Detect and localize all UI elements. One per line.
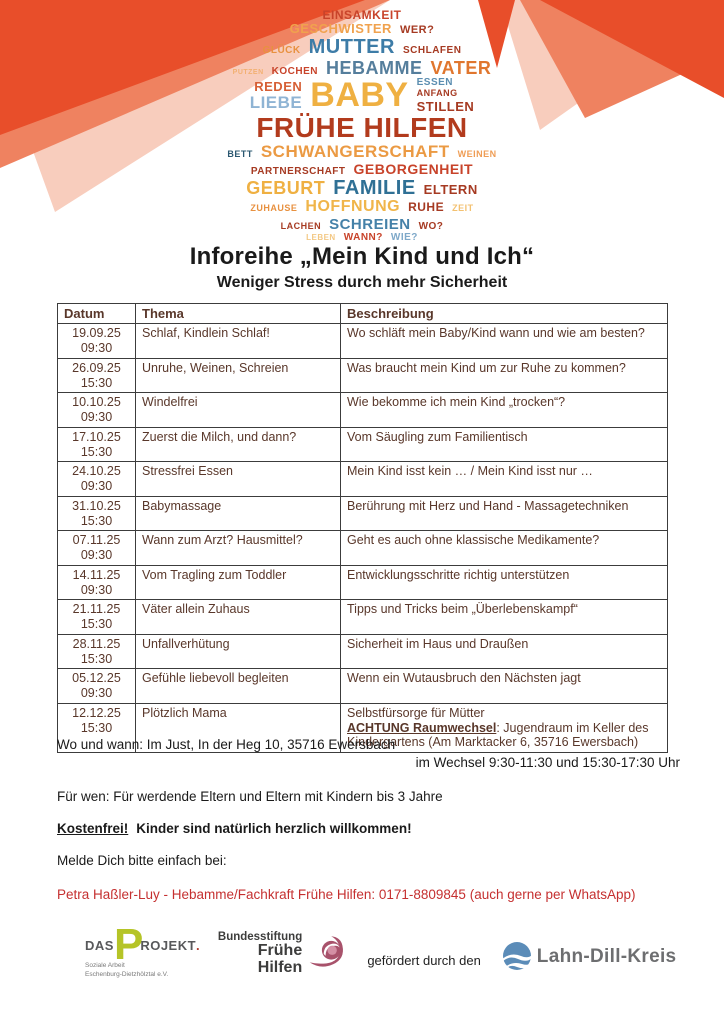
cell-description: Mein Kind isst kein … / Mein Kind isst nur … — [341, 462, 668, 497]
cloud-word-stack — [250, 80, 303, 112]
cloud-word: FRÜHE HILFEN — [256, 111, 468, 143]
cloud-word: RUHE — [408, 200, 445, 215]
schedule-table-body — [58, 324, 668, 753]
cloud-word: GLÜCK — [262, 45, 301, 57]
cloud-word: SCHLAFEN — [402, 45, 462, 57]
cloud-word: WANN? — [343, 231, 383, 243]
free-rest: Kinder sind natürlich herzlich willkommen! — [136, 821, 412, 836]
date-value: 17.10.25 — [72, 429, 121, 444]
page-subtitle: Weniger Stress durch mehr Sicherheit — [216, 274, 508, 291]
cell-date — [58, 531, 136, 566]
time-value: 15:30 — [80, 375, 113, 390]
time-value: 15:30 — [80, 720, 113, 735]
time-value: 09:30 — [80, 341, 113, 356]
cell-date — [58, 600, 136, 635]
description-highlight: ACHTUNG Raumwechsel — [347, 720, 497, 735]
cell-topic: Wann zum Arzt? Hausmittel? — [136, 531, 341, 566]
cloud-line — [142, 111, 582, 143]
time-value: 09:30 — [80, 582, 113, 597]
cell-topic: Stressfrei Essen — [136, 462, 341, 497]
cloud-word: MUTTER — [308, 36, 395, 59]
time-value: 15:30 — [80, 444, 113, 459]
cell-topic: Babymassage — [136, 496, 341, 531]
das-projekt-dot: . — [196, 937, 200, 953]
cloud-word: LEBEN — [306, 232, 336, 242]
cloud-line — [142, 9, 582, 21]
cloud-word: PUTZEN — [232, 68, 264, 76]
table-row — [58, 531, 668, 566]
cloud-word: ESSEN — [416, 77, 454, 89]
cloud-word: EINSAMKEIT — [322, 8, 402, 22]
cell-topic: Plötzlich Mama — [136, 703, 341, 752]
bundesstiftung-line2: Frühe Hilfen — [257, 942, 303, 976]
column-header-datum: Datum — [58, 304, 136, 324]
table-row — [58, 496, 668, 531]
cell-description: Wie bekomme ich mein Kind „trocken“? — [341, 393, 668, 428]
audience-line: Für wen: Für werdende Eltern und Eltern mit Kindern bis 3 Jahre — [57, 789, 443, 804]
cell-description: Vom Säugling zum Familientisch — [341, 427, 668, 462]
date-value: 07.11.25 — [72, 533, 121, 548]
cloud-line — [142, 78, 582, 113]
cloud-word: STILLEN — [416, 98, 475, 114]
schedule-table — [57, 303, 668, 753]
cell-topic: Windelfrei — [136, 393, 341, 428]
cell-topic: Unfallverhütung — [136, 634, 341, 669]
cloud-word: WO? — [418, 220, 444, 232]
cloud-line — [142, 22, 582, 36]
date-value: 21.11.25 — [72, 602, 121, 617]
das-projekt-logo — [85, 920, 200, 980]
cell-description: Was braucht mein Kind um zur Ruhe zu kommen? — [341, 358, 668, 393]
time-value: 09:30 — [80, 410, 113, 425]
date-value: 24.10.25 — [72, 464, 121, 479]
table-row — [58, 358, 668, 393]
cloud-word: PARTNERSCHAFT — [250, 165, 346, 177]
cell-description: Sicherheit im Haus und Draußen — [341, 634, 668, 669]
time-value: 09:30 — [80, 686, 113, 701]
cell-description: Wo schläft mein Baby/Kind wann und wie am besten? — [341, 324, 668, 359]
cloud-word: HEBAMME — [326, 57, 423, 78]
cloud-word: ZUHAUSE — [250, 203, 298, 214]
cloud-line — [142, 178, 582, 198]
cell-topic: Vom Tragling zum Toddler — [136, 565, 341, 600]
cloud-word: GEBORGENHEIT — [353, 160, 474, 177]
cloud-word: WEINEN — [457, 149, 497, 160]
cloud-word: WIE? — [390, 231, 418, 243]
cloud-word: BABY — [310, 76, 409, 115]
cloud-line — [142, 217, 582, 232]
table-row — [58, 634, 668, 669]
schedule-table-wrap — [57, 303, 668, 753]
cloud-word: HOFFNUNG — [305, 198, 401, 216]
description-rest: : Jugendraum im Keller des Kindergartens (Am Marktacker 6, 35716 Ewersbach) — [347, 720, 649, 750]
date-value: 05.12.25 — [72, 671, 121, 686]
cell-date — [58, 565, 136, 600]
funding-text: gefördert durch den — [367, 953, 481, 969]
info-block — [57, 737, 680, 902]
cloud-word: ZEIT — [452, 203, 474, 214]
time-value: 09:30 — [80, 548, 113, 563]
lahn-dill-kreis-icon — [501, 941, 533, 973]
cell-description: Tipps und Tricks beim „Überlebenskampf“ — [341, 600, 668, 635]
cloud-word: WER? — [399, 24, 435, 37]
cell-date — [58, 462, 136, 497]
cloud-word: BETT — [227, 149, 253, 160]
cell-topic: Unruhe, Weinen, Schreien — [136, 358, 341, 393]
cloud-word: ANFANG — [416, 88, 458, 99]
cell-date — [58, 393, 136, 428]
cloud-word: LACHEN — [280, 220, 322, 231]
bundesstiftung-fruehe-hilfen-logo — [215, 931, 347, 977]
bundesstiftung-swoosh-icon — [306, 933, 347, 975]
cloud-word: SCHREIEN — [329, 215, 411, 233]
date-value: 28.11.25 — [72, 636, 121, 651]
cell-topic: Gefühle liebevoll begleiten — [136, 669, 341, 704]
cell-description: Geht es auch ohne klassische Medikamente? — [341, 531, 668, 566]
column-header-beschreibung: Beschreibung — [341, 304, 668, 324]
lahn-dill-kreis-logo — [501, 941, 677, 973]
page-title: Inforeihe „Mein Kind und Ich“ — [189, 243, 535, 270]
free-line — [57, 821, 680, 836]
free-highlight: Kostenfrei! — [57, 821, 129, 836]
table-row — [58, 600, 668, 635]
table-row — [58, 393, 668, 428]
cloud-word: FAMILIE — [333, 176, 416, 199]
cloud-line — [142, 37, 582, 57]
date-value: 19.09.25 — [72, 326, 121, 341]
cloud-word: REDEN — [254, 78, 303, 94]
cell-description: Entwicklungsschritte richtig unterstützen — [341, 565, 668, 600]
cell-date — [58, 496, 136, 531]
cloud-word: SCHWANGERSCHAFT — [260, 142, 450, 162]
cloud-word: LIEBE — [249, 93, 303, 112]
table-header-row — [58, 304, 668, 324]
cloud-word: ELTERN — [423, 181, 478, 197]
date-value: 10.10.25 — [72, 395, 121, 410]
time-value: 09:30 — [80, 479, 113, 494]
cell-topic: Väter allein Zuhaus — [136, 600, 341, 635]
time-value: 15:30 — [80, 513, 113, 528]
title-block — [0, 243, 724, 292]
description-line: Selbstfürsorge für Mütter — [347, 705, 485, 720]
cloud-word: KOCHEN — [271, 65, 318, 77]
where-line: Wo und wann: Im Just, In der Heg 10, 35716 Ewersbach — [57, 737, 396, 752]
cell-date — [58, 358, 136, 393]
bundesstiftung-wordmark — [215, 931, 302, 977]
cell-topic: Schlaf, Kindlein Schlaf! — [136, 324, 341, 359]
cell-date — [58, 634, 136, 669]
time-value: 15:30 — [80, 617, 113, 632]
column-header-thema: Thema — [136, 304, 341, 324]
cloud-word: GESCHWISTER — [289, 21, 392, 37]
cloud-line — [142, 162, 582, 177]
table-row — [58, 565, 668, 600]
logo-row — [85, 920, 677, 980]
das-projekt-das: DAS — [85, 937, 114, 953]
cloud-word: GEBURT — [246, 177, 326, 198]
cell-date — [58, 324, 136, 359]
table-row — [58, 669, 668, 704]
cell-topic: Zuerst die Milch, und dann? — [136, 427, 341, 462]
table-row — [58, 462, 668, 497]
cloud-word-stack — [417, 78, 475, 113]
das-projekt-subline1: Soziale Arbeit — [85, 962, 125, 970]
times-line: im Wechsel 9:30-11:30 und 15:30-17:30 Uhr — [415, 755, 680, 770]
lahn-dill-kreis-text: Lahn-Dill-Kreis — [536, 945, 677, 967]
bundesstiftung-line1: Bundesstiftung — [217, 931, 303, 944]
das-projekt-subline2: Eschenburg-Dietzhölztal e.V. — [85, 971, 169, 979]
cloud-line — [142, 199, 582, 215]
date-value: 14.11.25 — [72, 567, 121, 582]
table-row — [58, 427, 668, 462]
date-value: 31.10.25 — [72, 498, 121, 513]
register-line: Melde Dich bitte einfach bei: — [57, 853, 227, 868]
cell-description: Berührung mit Herz und Hand - Massagetechniken — [341, 496, 668, 531]
contact-line: Petra Haßler-Luy - Hebamme/Fachkraft Frühe Hilfen: 0171-8809845 (auch gerne per WhatsApp) — [57, 887, 636, 902]
time-value: 15:30 — [80, 651, 113, 666]
cell-description: Wenn ein Wutausbruch den Nächsten jagt — [341, 669, 668, 704]
date-value: 12.12.25 — [72, 705, 121, 720]
cloud-line — [142, 59, 582, 77]
table-row — [58, 324, 668, 359]
word-cloud — [142, 8, 582, 244]
das-projekt-rojekt: ROJEKT — [140, 937, 197, 953]
date-value: 26.09.25 — [72, 360, 121, 375]
cloud-word: VATER — [430, 57, 492, 78]
das-projekt-p-icon: P — [113, 920, 144, 969]
cloud-line — [142, 143, 582, 160]
cloud-line — [142, 233, 582, 243]
cell-date — [58, 427, 136, 462]
cell-date — [58, 669, 136, 704]
